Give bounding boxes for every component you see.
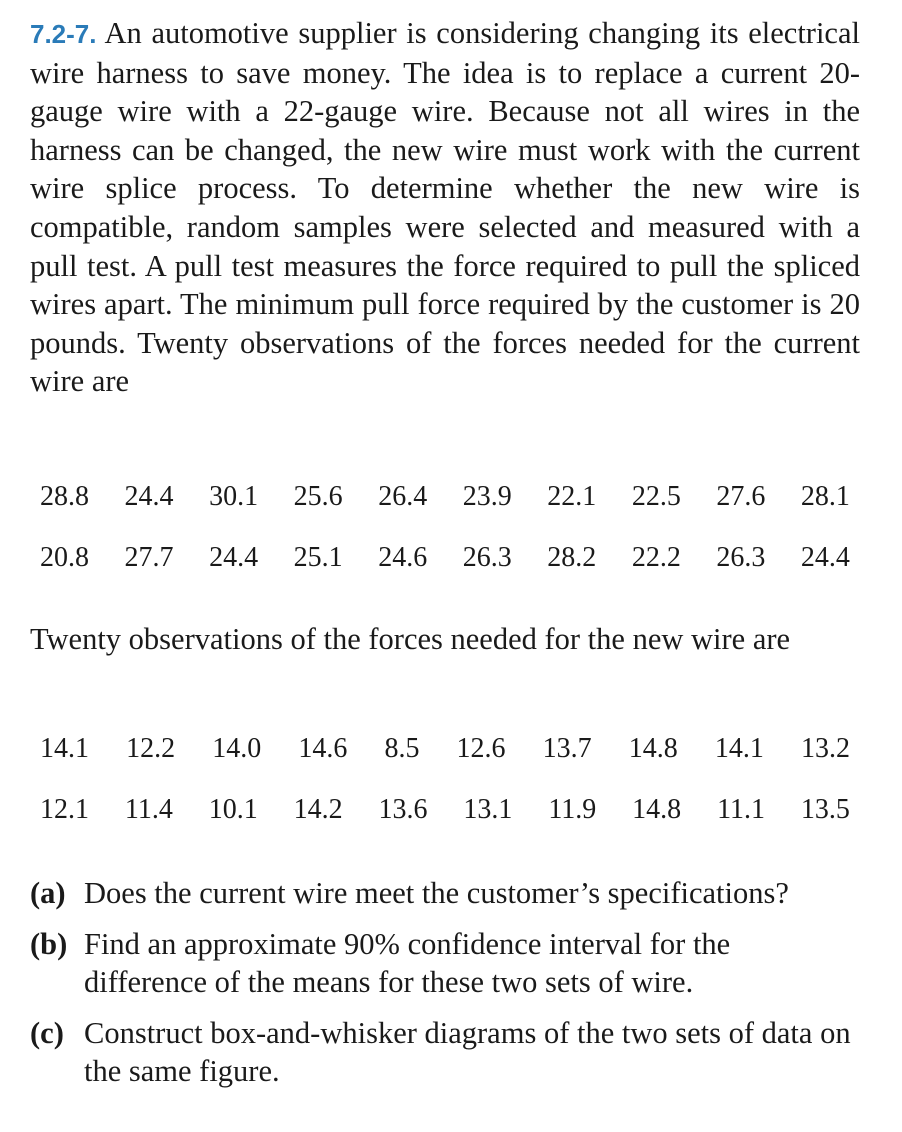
- current-wire-row-1: [40, 480, 850, 514]
- data-value: 23.9: [462, 481, 512, 512]
- data-value: 11.4: [124, 794, 173, 825]
- data-value: 24.4: [124, 481, 174, 512]
- data-value: 24.4: [800, 542, 850, 573]
- new-wire-row-2: [40, 793, 850, 827]
- data-value: 13.7: [542, 733, 592, 764]
- data-value: 26.3: [716, 542, 766, 573]
- data-value: 8.5: [384, 733, 420, 764]
- data-value: 11.9: [548, 794, 597, 825]
- data-value: 22.2: [631, 542, 681, 573]
- part-label: (c): [30, 1015, 64, 1050]
- problem-block: [30, 14, 860, 1089]
- part-label: (a): [30, 876, 66, 910]
- data-value: 20.8: [40, 542, 89, 573]
- problem-intro-text: An automotive supplier is considering changing its electrical wire harness to save money. The idea is to replace a current 20-gauge wire with a 22-gauge wire. Because not all wires in the harness can be changed, the new wire must work with the current wire splice process. To determine whether the new wire is compatible, random samples were selected and measured with a pull test. A pull test measures the force required to pull the spliced wires apart. The minimum pull force required by the customer is 20 pounds. Twenty observations of the forces needed for the current wire are: [30, 16, 860, 399]
- data-value: 13.2: [800, 733, 850, 764]
- data-value: 12.1: [40, 794, 89, 825]
- data-value: 22.1: [547, 481, 597, 512]
- question-part: [30, 1014, 860, 1091]
- data-value: 14.2: [293, 794, 343, 825]
- data-value: 14.1: [40, 733, 89, 764]
- data-value: 14.6: [298, 733, 348, 764]
- problem-number: 7.2-7.: [30, 19, 97, 49]
- data-value: 14.8: [628, 733, 678, 764]
- question-part: [30, 925, 860, 1002]
- data-value: 12.6: [456, 733, 506, 764]
- data-value: 26.4: [378, 481, 428, 512]
- new-wire-intro: Twenty observations of the forces needed for the new wire are: [30, 622, 791, 656]
- question-parts: [30, 874, 860, 1103]
- data-value: 14.8: [632, 794, 682, 825]
- data-value: 13.6: [378, 794, 428, 825]
- new-wire-row-1: [40, 732, 850, 766]
- data-value: 26.3: [462, 542, 512, 573]
- data-value: 14.0: [212, 733, 262, 764]
- data-value: 27.6: [716, 481, 766, 512]
- problem-intro: [30, 14, 860, 401]
- data-value: 22.5: [631, 481, 681, 512]
- part-label: (b): [30, 926, 68, 961]
- data-value: 25.1: [293, 542, 343, 573]
- data-value: 27.7: [124, 542, 174, 573]
- question-part: [30, 874, 860, 913]
- data-value: 25.6: [293, 481, 343, 512]
- data-value: 10.1: [208, 794, 258, 825]
- data-value: 28.2: [547, 542, 597, 573]
- data-value: 13.1: [463, 794, 513, 825]
- part-text: Construct box-and-whisker diagrams of the two sets of data on the same figure.: [84, 1015, 851, 1089]
- data-value: 12.2: [126, 733, 176, 764]
- part-text: Does the current wire meet the customer’s specifications?: [84, 876, 789, 910]
- data-value: 28.1: [800, 481, 850, 512]
- data-value: 30.1: [209, 481, 259, 512]
- data-value: 14.1: [714, 733, 764, 764]
- data-value: 13.5: [800, 794, 850, 825]
- part-text: Find an approximate 90% confidence interval for the difference of the means for these two sets of wire.: [84, 926, 731, 1000]
- current-wire-row-2: [40, 541, 850, 575]
- data-value: 24.4: [209, 542, 259, 573]
- data-value: 24.6: [378, 542, 428, 573]
- data-value: 11.1: [717, 794, 766, 825]
- data-value: 28.8: [40, 481, 89, 512]
